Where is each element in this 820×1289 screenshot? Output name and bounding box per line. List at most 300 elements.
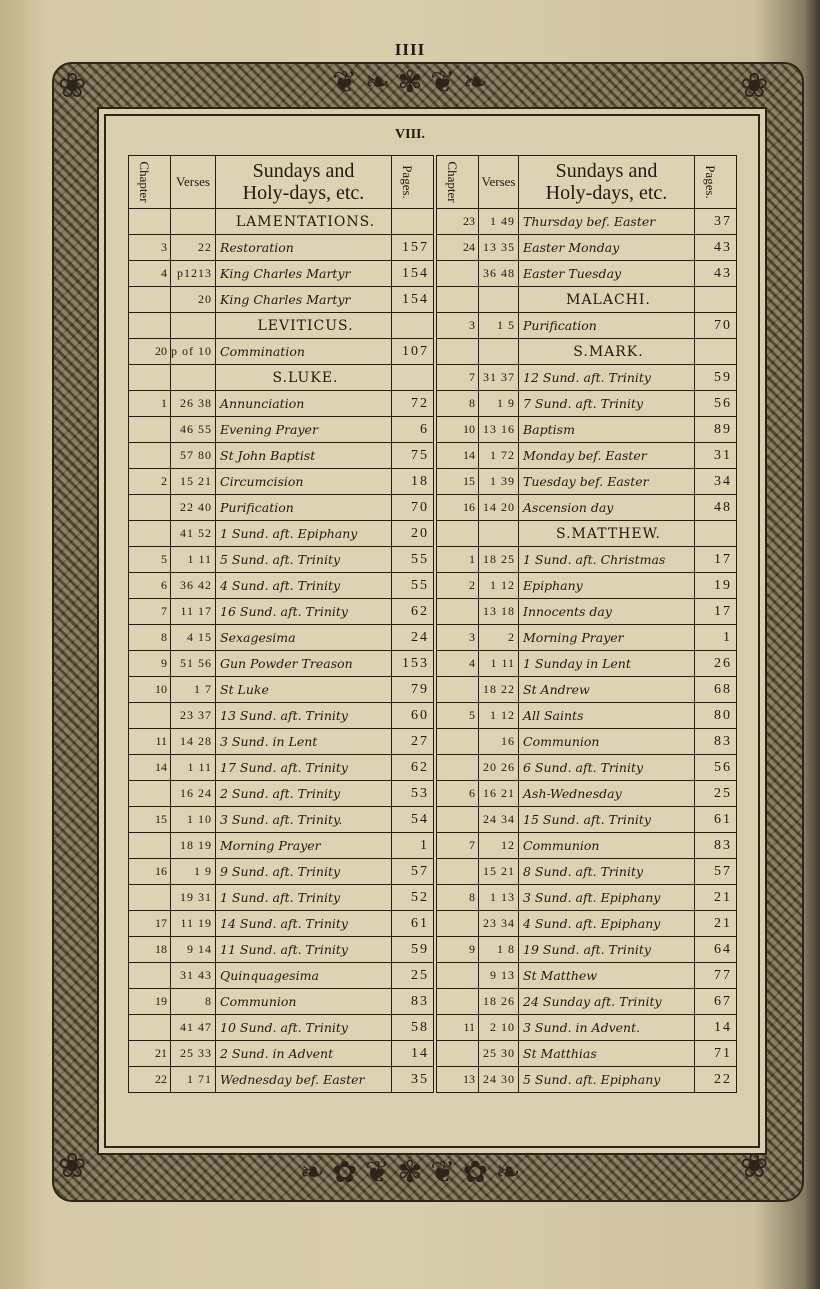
page-cell: 70	[695, 313, 737, 339]
holy-day-cell: St Andrew	[519, 677, 695, 703]
page-cell: 1	[695, 625, 737, 651]
verses-cell: 24 34	[479, 807, 519, 833]
verses-cell: 1 49	[479, 209, 519, 235]
chapter-cell: 23	[437, 209, 479, 235]
chapter-cell: 15	[129, 807, 171, 833]
chapter-cell: 20	[129, 339, 171, 365]
page-cell: 60	[392, 703, 434, 729]
table-row	[437, 885, 737, 911]
holy-day-cell: King Charles Martyr	[216, 261, 392, 287]
verses-cell: 1 12	[479, 703, 519, 729]
chapter-cell: 17	[129, 911, 171, 937]
table-row	[129, 443, 434, 469]
chapter-cell: 22	[129, 1067, 171, 1093]
page-cell: 57	[695, 859, 737, 885]
chapter-header: Chapter	[437, 156, 479, 209]
holy-day-cell: Sexagesima	[216, 625, 392, 651]
verses-cell: 1 11	[479, 651, 519, 677]
page-cell: 14	[695, 1015, 737, 1041]
table-row	[437, 989, 737, 1015]
page-cell: 21	[695, 885, 737, 911]
table-row	[437, 729, 737, 755]
verses-cell: 9 14	[171, 937, 216, 963]
table-row	[437, 209, 737, 235]
table-row	[129, 755, 434, 781]
holy-day-cell: Communion	[519, 833, 695, 859]
verses-cell: 1 39	[479, 469, 519, 495]
chapter-cell: 13	[437, 1067, 479, 1093]
table-row	[437, 235, 737, 261]
verses-cell: 13 35	[479, 235, 519, 261]
chapter-cell	[437, 963, 479, 989]
verses-cell: 16 24	[171, 781, 216, 807]
verses-cell: 15 21	[171, 469, 216, 495]
chapter-cell	[129, 703, 171, 729]
page-cell: 154	[392, 261, 434, 287]
chapter-cell: 11	[129, 729, 171, 755]
page-cell: 83	[695, 833, 737, 859]
verses-cell: 41 47	[171, 1015, 216, 1041]
chapter-cell: 1	[437, 547, 479, 573]
page-cell: 14	[392, 1041, 434, 1067]
page-cell	[392, 313, 434, 339]
table-row	[437, 1067, 737, 1093]
holy-day-cell: 12 Sund. aft. Trinity	[519, 365, 695, 391]
verses-cell: 19 31	[171, 885, 216, 911]
chapter-cell: 9	[129, 651, 171, 677]
page-cell: 22	[695, 1067, 737, 1093]
holy-day-cell: 5 Sund. aft. Trinity	[216, 547, 392, 573]
page-cell: 43	[695, 235, 737, 261]
table-row	[437, 547, 737, 573]
verses-cell: 1 9	[479, 391, 519, 417]
verses-cell: 22 40	[171, 495, 216, 521]
page-cell: 154	[392, 287, 434, 313]
chapter-cell: 3	[437, 313, 479, 339]
table-header-row	[437, 156, 737, 209]
verses-cell: 13 16	[479, 417, 519, 443]
left-rows	[129, 209, 434, 1093]
cherub-bottom-right-icon: ❀	[740, 1148, 769, 1185]
table-row	[129, 885, 434, 911]
page-cell: 107	[392, 339, 434, 365]
chapter-cell: 16	[129, 859, 171, 885]
verses-cell: 20	[171, 287, 216, 313]
holy-day-cell: Restoration	[216, 235, 392, 261]
page-cell: 58	[392, 1015, 434, 1041]
chapter-cell	[437, 807, 479, 833]
table-row	[437, 677, 737, 703]
page-cell: 61	[695, 807, 737, 833]
verses-cell: 31 43	[171, 963, 216, 989]
page-cell: 62	[392, 755, 434, 781]
table-row	[437, 1041, 737, 1067]
table-row	[129, 625, 434, 651]
book-heading-row	[129, 365, 434, 391]
table-row	[437, 495, 737, 521]
chapter-cell: 10	[129, 677, 171, 703]
table-row	[129, 235, 434, 261]
page-cell: 59	[695, 365, 737, 391]
chapter-header: Chapter	[129, 156, 171, 209]
holy-day-cell: 3 Sund. in Advent.	[519, 1015, 695, 1041]
verses-cell: 1 10	[171, 807, 216, 833]
holy-day-cell: Easter Tuesday	[519, 261, 695, 287]
holy-day-cell: 13 Sund. aft. Trinity	[216, 703, 392, 729]
holy-day-cell: Tuesday bef. Easter	[519, 469, 695, 495]
chapter-cell	[129, 313, 171, 339]
page-cell: 80	[695, 703, 737, 729]
verses-cell: 1 5	[479, 313, 519, 339]
page-cell: 83	[695, 729, 737, 755]
page-cell: 17	[695, 547, 737, 573]
verses-cell: 41 52	[171, 521, 216, 547]
table-row	[437, 625, 737, 651]
holy-day-cell: Morning Prayer	[216, 833, 392, 859]
chapter-cell	[129, 443, 171, 469]
page-cell: 48	[695, 495, 737, 521]
volume-marker: VIII.	[395, 127, 425, 142]
verses-cell: 12	[479, 833, 519, 859]
verses-cell: 22	[171, 235, 216, 261]
page-cell: 34	[695, 469, 737, 495]
chapter-cell	[129, 365, 171, 391]
holy-day-cell: Annunciation	[216, 391, 392, 417]
verses-cell: 1 12	[479, 573, 519, 599]
verses-cell: 4 15	[171, 625, 216, 651]
holy-day-cell: Purification	[519, 313, 695, 339]
verses-cell: 1 11	[171, 547, 216, 573]
table-row	[437, 911, 737, 937]
chapter-cell: 21	[129, 1041, 171, 1067]
holy-day-cell: Ash-Wednesday	[519, 781, 695, 807]
chapter-cell: 7	[437, 833, 479, 859]
page-cell: 31	[695, 443, 737, 469]
chapter-cell	[129, 885, 171, 911]
book-heading-row	[437, 521, 737, 547]
top-cartouche-ornament-icon: ❦ ❧ ✾ ❦ ❧	[332, 66, 488, 99]
table-row	[437, 963, 737, 989]
chapter-cell	[437, 287, 479, 313]
chapter-cell	[129, 833, 171, 859]
page-cell: 25	[695, 781, 737, 807]
holy-day-cell: Monday bef. Easter	[519, 443, 695, 469]
chapter-cell: 3	[129, 235, 171, 261]
holy-day-cell: 14 Sund. aft. Trinity	[216, 911, 392, 937]
table-row	[437, 651, 737, 677]
holy-day-cell: St Matthias	[519, 1041, 695, 1067]
page-cell: 53	[392, 781, 434, 807]
page-cell	[392, 365, 434, 391]
holy-day-cell: 17 Sund. aft. Trinity	[216, 755, 392, 781]
cherub-top-right-icon: ❀	[740, 68, 769, 105]
chapter-cell	[129, 209, 171, 235]
table-row	[129, 989, 434, 1015]
holy-day-cell: 4 Sund. aft. Epiphany	[519, 911, 695, 937]
chapter-cell: 4	[129, 261, 171, 287]
page-cell: 72	[392, 391, 434, 417]
verses-cell: 51 56	[171, 651, 216, 677]
chapter-cell	[437, 677, 479, 703]
page-cell	[392, 209, 434, 235]
page-cell: 1	[392, 833, 434, 859]
verses-cell: 16	[479, 729, 519, 755]
page-cell: 43	[695, 261, 737, 287]
verses-cell: 1 11	[171, 755, 216, 781]
holy-day-cell: 1 Sund. aft. Trinity	[216, 885, 392, 911]
holy-day-cell: Quinquagesima	[216, 963, 392, 989]
verses-cell: 23 37	[171, 703, 216, 729]
book-title: S.LUKE.	[216, 365, 392, 391]
holy-day-cell: Easter Monday	[519, 235, 695, 261]
chapter-cell: 5	[437, 703, 479, 729]
table-row	[437, 417, 737, 443]
holy-day-cell: Circumcision	[216, 469, 392, 495]
holy-day-cell: Purification	[216, 495, 392, 521]
table-row	[129, 469, 434, 495]
verses-cell: p1213	[171, 261, 216, 287]
table-row	[129, 937, 434, 963]
page-cell: 27	[392, 729, 434, 755]
chapter-cell: 15	[437, 469, 479, 495]
page-cell: 70	[392, 495, 434, 521]
holy-day-cell: Wednesday bef. Easter	[216, 1067, 392, 1093]
holy-day-cell: All Saints	[519, 703, 695, 729]
table-row	[437, 469, 737, 495]
holy-day-cell: Gun Powder Treason	[216, 651, 392, 677]
page-cell: 6	[392, 417, 434, 443]
verses-cell	[171, 209, 216, 235]
verses-cell: 24 30	[479, 1067, 519, 1093]
holy-day-cell: 8 Sund. aft. Trinity	[519, 859, 695, 885]
verses-cell: 1 72	[479, 443, 519, 469]
verses-cell: 11 19	[171, 911, 216, 937]
table-row	[129, 547, 434, 573]
holy-day-cell: Epiphany	[519, 573, 695, 599]
holy-day-cell: 1 Sund. aft. Epiphany	[216, 521, 392, 547]
table-row	[437, 807, 737, 833]
page-cell: 75	[392, 443, 434, 469]
book-spine-shadow	[806, 0, 820, 1289]
chapter-cell: 8	[129, 625, 171, 651]
holy-day-cell: St Matthew	[519, 963, 695, 989]
holy-day-cell: 1 Sunday in Lent	[519, 651, 695, 677]
holy-day-cell: 10 Sund. aft. Trinity	[216, 1015, 392, 1041]
verses-cell: 31 37	[479, 365, 519, 391]
page-cell: 83	[392, 989, 434, 1015]
page-cell: 20	[392, 521, 434, 547]
page-cell: 77	[695, 963, 737, 989]
holy-day-cell: 1 Sund. aft. Christmas	[519, 547, 695, 573]
table-row	[129, 599, 434, 625]
table-row	[129, 495, 434, 521]
verses-cell: 18 22	[479, 677, 519, 703]
chapter-cell: 24	[437, 235, 479, 261]
holy-day-cell: 7 Sund. aft. Trinity	[519, 391, 695, 417]
page-cell	[695, 521, 737, 547]
table-row	[129, 521, 434, 547]
table-row	[437, 573, 737, 599]
table-header-row	[129, 156, 434, 209]
chapter-cell	[437, 599, 479, 625]
chapter-cell: 7	[437, 365, 479, 391]
table-row	[129, 1015, 434, 1041]
cherub-bottom-left-icon: ❀	[58, 1148, 87, 1185]
table-row	[129, 859, 434, 885]
cherub-top-left-icon: ❀	[58, 68, 87, 105]
holy-day-cell: Communion	[216, 989, 392, 1015]
holy-day-cell: 4 Sund. aft. Trinity	[216, 573, 392, 599]
chapter-cell: 18	[129, 937, 171, 963]
chapter-cell	[129, 417, 171, 443]
page-cell: 56	[695, 755, 737, 781]
holy-day-cell: 6 Sund. aft. Trinity	[519, 755, 695, 781]
holy-day-cell: 9 Sund. aft. Trinity	[216, 859, 392, 885]
verses-cell: 18 26	[479, 989, 519, 1015]
holy-day-cell: 5 Sund. aft. Epiphany	[519, 1067, 695, 1093]
holy-day-cell: Innocents day	[519, 599, 695, 625]
page-cell: 59	[392, 937, 434, 963]
page-cell: 52	[392, 885, 434, 911]
chapter-cell: 8	[437, 391, 479, 417]
index-table-right	[436, 155, 737, 1093]
chapter-cell	[437, 989, 479, 1015]
table-row	[437, 859, 737, 885]
days-header: Sundays and Holy-days, etc.	[519, 156, 695, 209]
holy-day-cell: Morning Prayer	[519, 625, 695, 651]
page-cell: 68	[695, 677, 737, 703]
table-row	[129, 339, 434, 365]
holy-day-cell: Baptism	[519, 417, 695, 443]
verses-cell: 1 71	[171, 1067, 216, 1093]
chapter-cell: 11	[437, 1015, 479, 1041]
verses-cell: 20 26	[479, 755, 519, 781]
table-row	[129, 807, 434, 833]
verses-cell	[479, 521, 519, 547]
verses-cell: 18 25	[479, 547, 519, 573]
page-cell: 17	[695, 599, 737, 625]
verses-cell: 1 9	[171, 859, 216, 885]
chapter-cell: 10	[437, 417, 479, 443]
verses-cell	[479, 339, 519, 365]
page-cell: 37	[695, 209, 737, 235]
table-row	[437, 833, 737, 859]
verses-cell: 11 17	[171, 599, 216, 625]
chapter-cell: 19	[129, 989, 171, 1015]
page-cell: 57	[392, 859, 434, 885]
book-heading-row	[129, 209, 434, 235]
chapter-cell: 7	[129, 599, 171, 625]
table-row	[129, 651, 434, 677]
table-row	[437, 313, 737, 339]
holy-day-cell: 2 Sund. in Advent	[216, 1041, 392, 1067]
verses-cell: 15 21	[479, 859, 519, 885]
page-cell: 18	[392, 469, 434, 495]
holy-day-cell: 19 Sund. aft. Trinity	[519, 937, 695, 963]
holy-day-cell: 24 Sunday aft. Trinity	[519, 989, 695, 1015]
verses-cell: 46 55	[171, 417, 216, 443]
chapter-cell: 9	[437, 937, 479, 963]
table-row	[437, 1015, 737, 1041]
page-cell: 153	[392, 651, 434, 677]
verses-cell: 16 21	[479, 781, 519, 807]
table-row	[129, 261, 434, 287]
table-row	[129, 391, 434, 417]
holy-day-cell: St Luke	[216, 677, 392, 703]
book-heading-row	[437, 339, 737, 365]
verses-cell: 1 8	[479, 937, 519, 963]
table-row	[437, 599, 737, 625]
chapter-cell	[437, 1041, 479, 1067]
verses-cell: 36 42	[171, 573, 216, 599]
table-row	[129, 1067, 434, 1093]
table-row	[129, 703, 434, 729]
holy-day-cell: 2 Sund. aft. Trinity	[216, 781, 392, 807]
chapter-cell	[129, 1015, 171, 1041]
verses-cell: 57 80	[171, 443, 216, 469]
page-cell: 62	[392, 599, 434, 625]
holy-day-cell: 15 Sund. aft. Trinity	[519, 807, 695, 833]
book-title: LAMENTATIONS.	[216, 209, 392, 235]
chapter-cell	[437, 911, 479, 937]
chapter-cell	[437, 729, 479, 755]
table-row	[437, 755, 737, 781]
chapter-cell	[129, 963, 171, 989]
chapter-cell	[437, 339, 479, 365]
page-cell: 64	[695, 937, 737, 963]
pages-header: Pages.	[392, 156, 434, 209]
holy-day-cell: Commination	[216, 339, 392, 365]
table-row	[437, 937, 737, 963]
holy-day-cell: St John Baptist	[216, 443, 392, 469]
chapter-cell: 2	[437, 573, 479, 599]
holy-day-cell: 11 Sund. aft. Trinity	[216, 937, 392, 963]
holy-day-cell: 3 Sund. aft. Epiphany	[519, 885, 695, 911]
holy-day-cell: 3 Sund. aft. Trinity.	[216, 807, 392, 833]
table-row	[437, 703, 737, 729]
chapter-cell	[437, 521, 479, 547]
verses-cell: 8	[171, 989, 216, 1015]
table-row	[129, 573, 434, 599]
chapter-cell	[437, 859, 479, 885]
verses-cell: 9 13	[479, 963, 519, 989]
book-title: S.MARK.	[519, 339, 695, 365]
page-cell: 67	[695, 989, 737, 1015]
verses-cell	[479, 287, 519, 313]
verses-header: Verses	[171, 156, 216, 209]
chapter-cell: 6	[129, 573, 171, 599]
page-cell: 24	[392, 625, 434, 651]
chapter-cell	[129, 287, 171, 313]
page-cell: 56	[695, 391, 737, 417]
holy-day-cell: King Charles Martyr	[216, 287, 392, 313]
book-heading-row	[437, 287, 737, 313]
book-heading-row	[129, 313, 434, 339]
chapter-cell: 1	[129, 391, 171, 417]
chapter-cell: 2	[129, 469, 171, 495]
table-row	[129, 729, 434, 755]
verses-cell: 14 28	[171, 729, 216, 755]
page-cell: 61	[392, 911, 434, 937]
page-cell: 25	[392, 963, 434, 989]
verses-cell	[171, 365, 216, 391]
page-cell	[695, 287, 737, 313]
holy-day-cell: Evening Prayer	[216, 417, 392, 443]
verses-cell	[171, 313, 216, 339]
verses-cell: 23 34	[479, 911, 519, 937]
table-row	[129, 677, 434, 703]
index-table-left	[128, 155, 434, 1093]
